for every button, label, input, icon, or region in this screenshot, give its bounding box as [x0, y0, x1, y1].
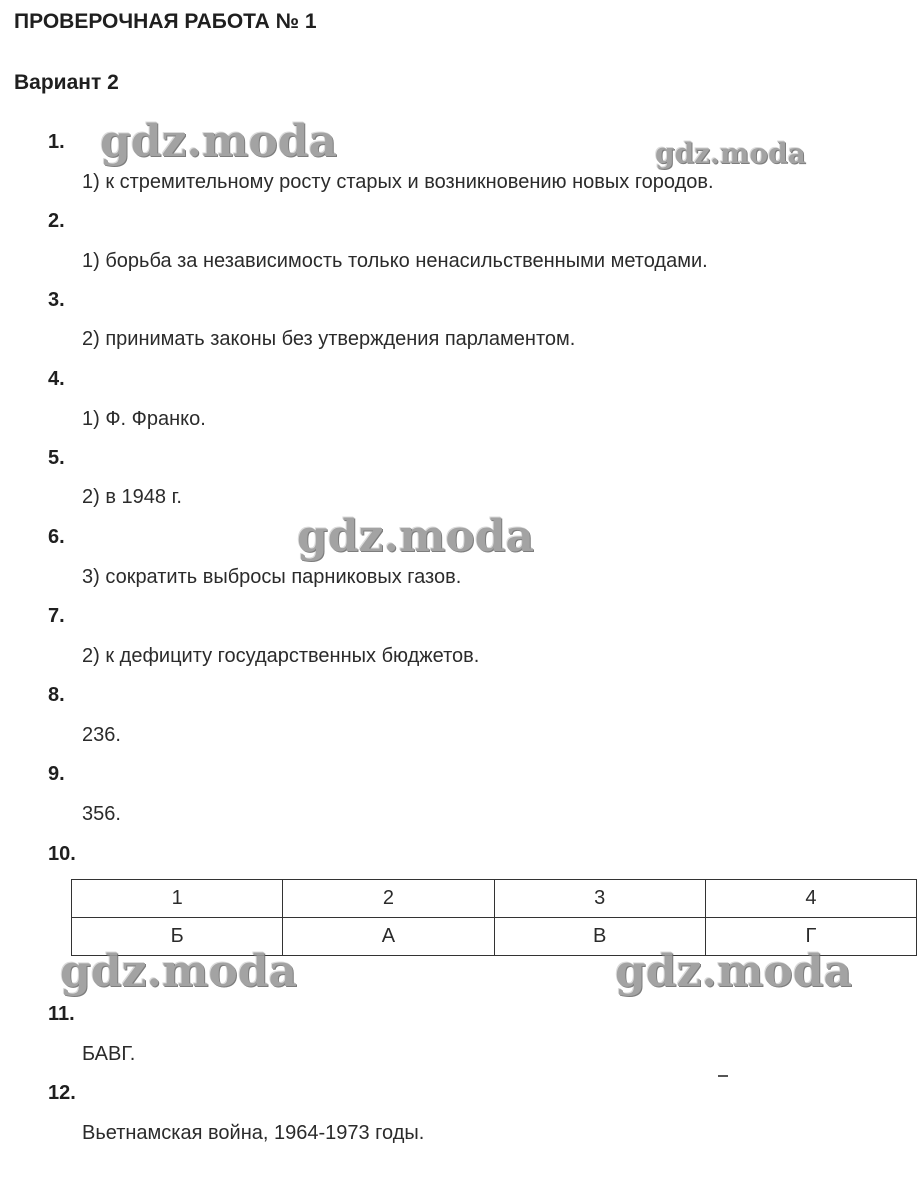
question-answer: 2) к дефициту государственных бюджетов.: [82, 645, 480, 667]
page-title: ПРОВЕРОЧНАЯ РАБОТА № 1: [14, 10, 317, 33]
table-header-row: [72, 880, 917, 918]
question-answer: 356.: [82, 803, 121, 825]
question-number: 12.: [48, 1082, 76, 1104]
question-number: 11.: [48, 1003, 75, 1025]
watermark: gdz.moda: [655, 137, 806, 170]
table-cell: В: [494, 918, 705, 956]
question-answer: 1) борьба за независимость только ненасильственными методами.: [82, 250, 708, 272]
watermark: gdz.moda: [100, 116, 338, 167]
table-cell: Г: [705, 918, 916, 956]
question-answer: 3) сократить выбросы парниковых газов.: [82, 566, 462, 588]
question-answer: 2) принимать законы без утверждения парламентом.: [82, 328, 576, 350]
question-answer: 2) в 1948 г.: [82, 486, 182, 508]
question-number: 7.: [48, 605, 65, 627]
watermark: gdz.moda: [615, 946, 853, 997]
question-answer: 236.: [82, 724, 121, 746]
question-number: 8.: [48, 684, 65, 706]
question-number: 2.: [48, 210, 65, 232]
stray-mark: [718, 1075, 728, 1077]
question-answer: 1) к стремительному росту старых и возникновению новых городов.: [82, 171, 714, 193]
question-number: 3.: [48, 289, 65, 311]
watermark: gdz.moda: [297, 511, 535, 562]
matching-table: [71, 879, 917, 956]
variant-heading: Вариант 2: [14, 71, 119, 94]
question-answer: БАВГ.: [82, 1043, 136, 1065]
table-cell: Б: [72, 918, 283, 956]
question-answer: 1) Ф. Франко.: [82, 408, 206, 430]
question-number: 1.: [48, 131, 65, 153]
table-cell: А: [283, 918, 494, 956]
table-cell: 1: [72, 880, 283, 918]
table-cell: 3: [494, 880, 705, 918]
question-number: 10.: [48, 843, 76, 865]
question-number: 9.: [48, 763, 65, 785]
watermark: gdz.moda: [60, 946, 298, 997]
table-cell: 2: [283, 880, 494, 918]
question-answer: Вьетнамская война, 1964-1973 годы.: [82, 1122, 425, 1144]
question-number: 6.: [48, 526, 65, 548]
table-cell: 4: [705, 880, 916, 918]
question-number: 5.: [48, 447, 65, 469]
question-number: 4.: [48, 368, 65, 390]
